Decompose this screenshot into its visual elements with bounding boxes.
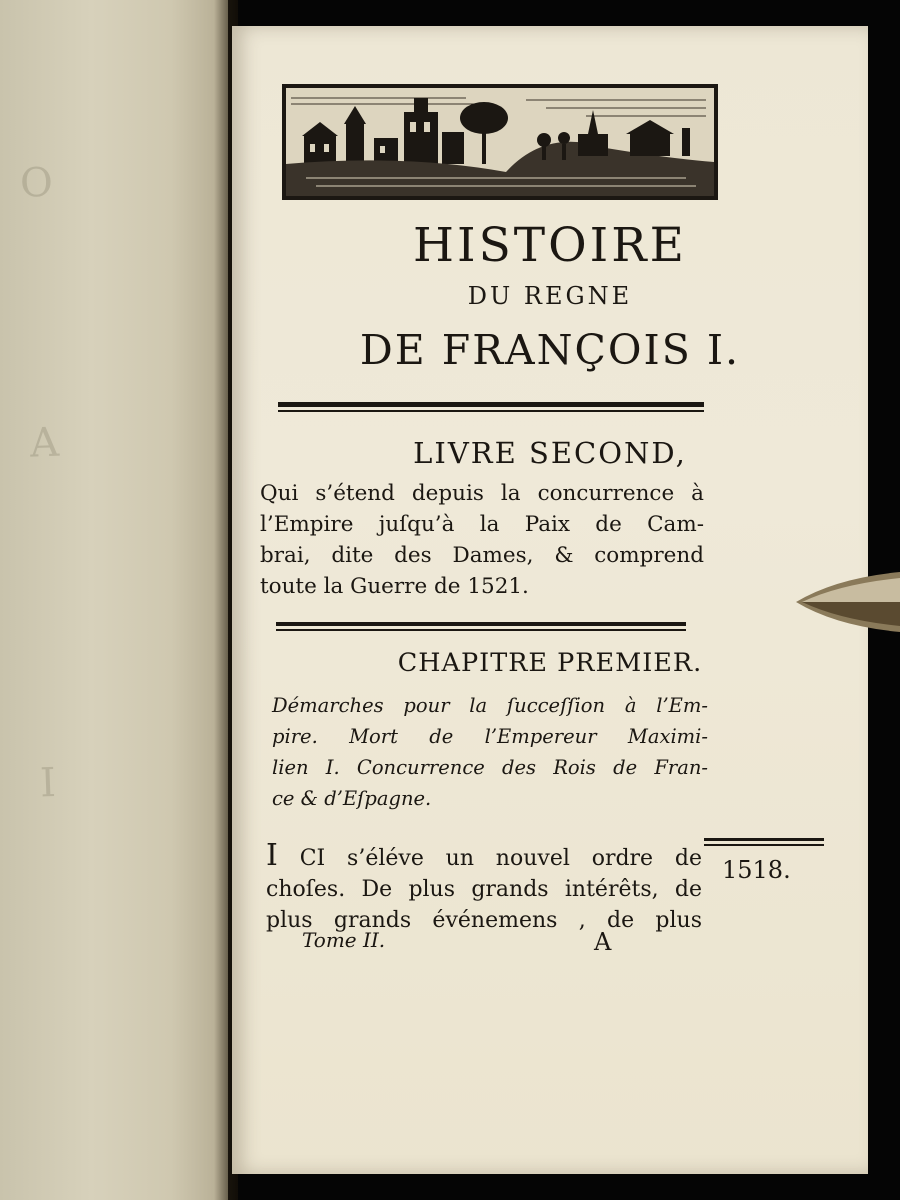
chapter-body (266, 840, 702, 936)
margin-date-note (704, 838, 824, 884)
book-heading: LIVRE SECOND, (413, 436, 687, 470)
book-description-line: toute la Guerre de 1521. (260, 574, 529, 599)
drop-cap: I (266, 838, 278, 873)
body-line: choſes. De plus grands intérêts, de (266, 877, 702, 902)
endpaper-show-through: O (19, 159, 64, 207)
chapter-summary-line: ce & d’Eſpagne. (272, 787, 432, 810)
volume-label: Tome II. (302, 928, 386, 952)
endpaper-show-through: A (29, 419, 70, 467)
page-footer (302, 928, 642, 956)
page-title: HISTOIRE (413, 218, 687, 273)
book-description-line: Qui s’étend depuis la concurrence à (260, 481, 704, 506)
book-description-line: brai, dite des Dames, & comprend (260, 543, 704, 568)
body-line: plus grands événemens , de plus (266, 908, 702, 933)
chapter-summary (272, 690, 708, 814)
double-rule-top (278, 402, 704, 412)
title-page (232, 26, 868, 1174)
double-rule-middle (276, 622, 686, 631)
margin-year: 1518. (722, 856, 791, 884)
landscape-illustration (286, 88, 714, 196)
book-description-line: l’Empire juſqu’à la Paix de Cam- (260, 512, 704, 537)
book-description (260, 478, 704, 602)
chapter-heading: CHAPITRE PREMIER. (397, 648, 703, 678)
page-pointer-icon (796, 570, 900, 638)
chapter-summary-line: pire. Mort de l’Empereur Maximi- (272, 725, 708, 748)
facing-endpaper (0, 0, 228, 1200)
title-king-name: DE FRANÇOIS I. (359, 326, 741, 374)
title-subline: DU REGNE (467, 282, 633, 310)
woodcut-vignette (282, 84, 718, 200)
endpaper-show-through: I (39, 759, 67, 807)
body-line (266, 840, 702, 874)
chapter-summary-line: Démarches pour la ſucceſſion à l’Em- (272, 694, 708, 717)
chapter-summary-line: lien I. Concurrence des Rois de Fran- (272, 756, 708, 779)
signature-mark: A (594, 928, 612, 956)
body-line-text: CI s’éléve un nouvel ordre de (299, 846, 702, 871)
